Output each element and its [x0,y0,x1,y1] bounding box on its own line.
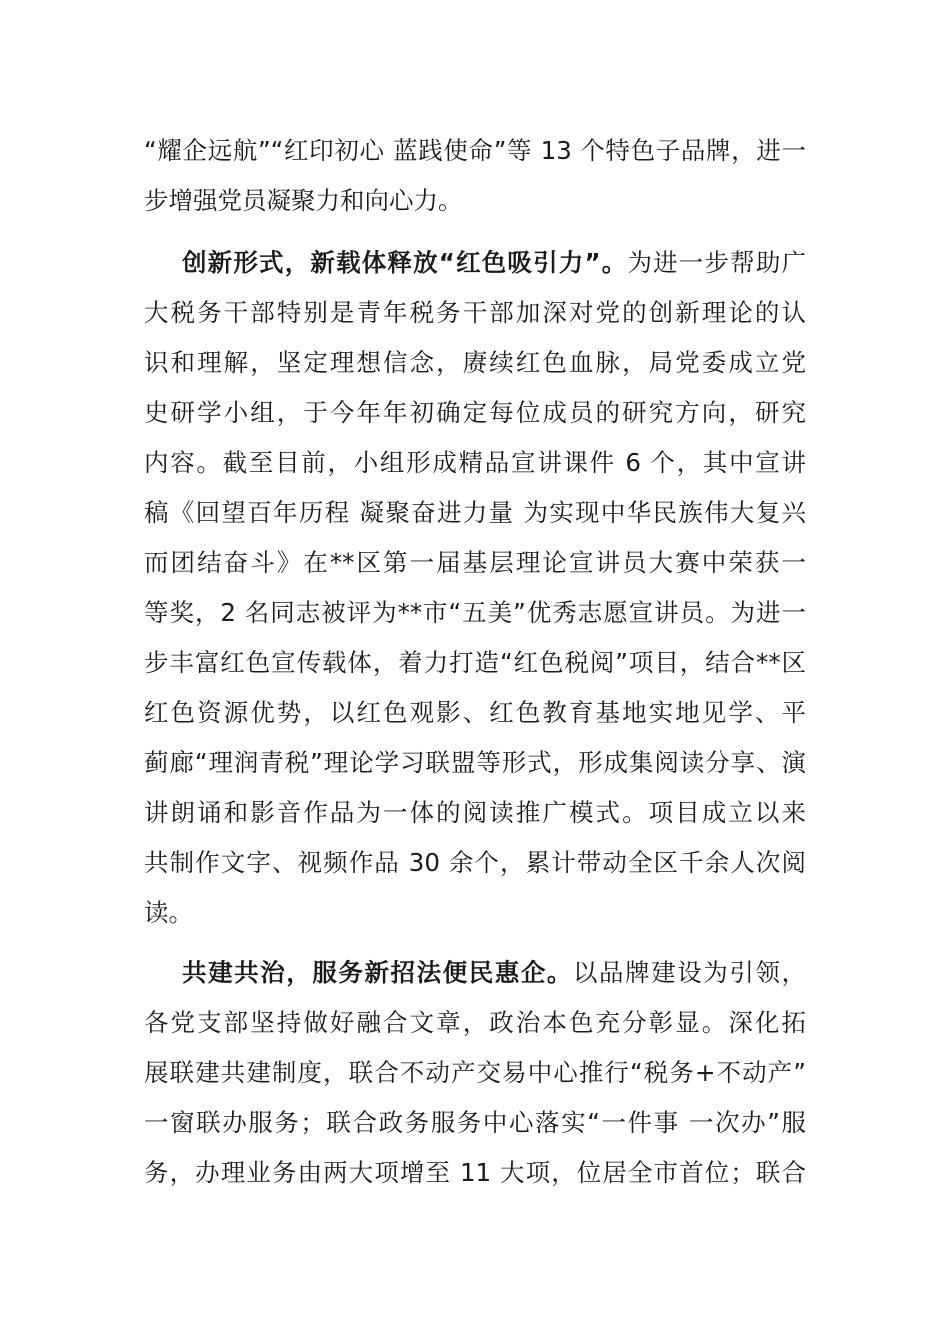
paragraph-3-line: 一窗联办服务；联合政务服务中心落实“一件事 一次办”服 [144,1108,806,1137]
paragraph-3-line-1 [182,956,806,990]
paragraph-2-line: 史研学小组，于今年年初确定每位成员的研究方向，研究 [144,398,806,427]
paragraph-2-line: 蓟廊“理润青税”理论学习联盟等形式，形成集阅读分享、演 [144,748,806,777]
paragraph-1-line-1: “耀企远航”“红印初心 蓝践使命”等 13 个特色子品牌，进一 [144,136,806,165]
paragraph-3-first-line-text: 以品牌建设为引领， [572,958,807,987]
paragraph-2-line: 共制作文字、视频作品 30 余个，累计带动全区千余人次阅 [144,848,806,877]
paragraph-2-line: 大税务干部特别是青年税务干部加深对党的创新理论的认 [144,298,806,327]
paragraph-3-heading: 共建共治，服务新招法便民惠企。 [182,958,573,987]
paragraph-3-line: 务，办理业务由两大项增至 11 大项，位居全市首位；联合 [144,1158,806,1187]
paragraph-1-line-2: 步增强党员凝聚力和向心力。 [144,186,463,215]
paragraph-2-line: 等奖，2 名同志被评为**市“五美”优秀志愿宣讲员。为进一 [144,598,806,627]
paragraph-2-line: 识和理解，坚定理想信念，赓续红色血脉，局党委成立党 [144,348,806,377]
paragraph-2-line: 红色资源优势，以红色观影、红色教育基地实地见学、平 [144,698,806,727]
paragraph-3-line: 各党支部坚持做好融合文章，政治本色充分彰显。深化拓 [144,1008,806,1037]
paragraph-3-line: 展联建共建制度，联合不动产交易中心推行“税务+不动产” [144,1058,806,1087]
paragraph-2-line-1 [182,246,806,280]
paragraph-2-line: 而团结奋斗》在**区第一届基层理论宣讲员大赛中荣获一 [144,548,806,577]
paragraph-2-line-last: 读。 [144,898,193,927]
paragraph-2-line: 稿《回望百年历程 凝聚奋进力量 为实现中华民族伟大复兴 [144,498,806,527]
paragraph-2-line: 讲朗诵和影音作品为一体的阅读推广模式。项目成立以来 [144,798,806,827]
paragraph-2-heading: 创新形式，新载体释放“红色吸引力”。 [182,248,628,277]
paragraph-2-line: 步丰富红色宣传载体，着力打造“红色税阅”项目，结合**区 [144,648,806,677]
paragraph-2-first-line-text: 为进一步帮助广 [627,248,807,277]
paragraph-2-line: 内容。截至目前，小组形成精品宣讲课件 6 个，其中宣讲 [144,448,806,477]
